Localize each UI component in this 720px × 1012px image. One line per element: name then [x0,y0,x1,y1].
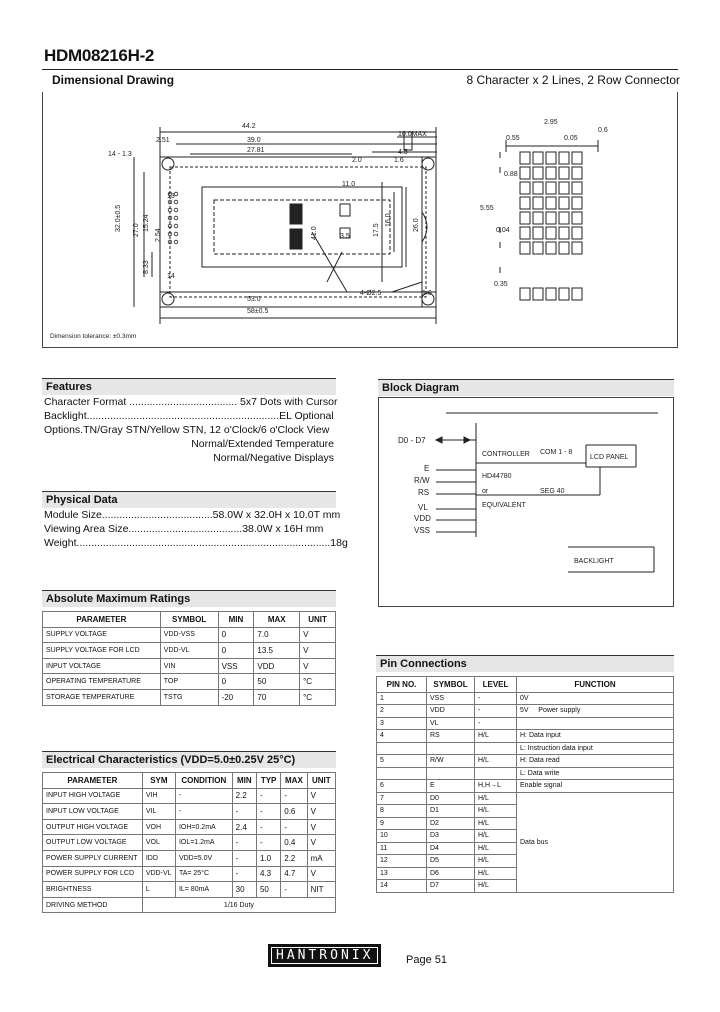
dim-label: 8.33 [143,260,150,274]
table-cell: H/L [475,755,517,768]
table-cell: 7 [377,792,427,805]
view-area [202,187,402,267]
table-cell: H/L [475,805,517,818]
tolerance-note: Dimension tolerance: ±0.3mm [50,333,137,340]
table-cell: 4.3 [256,866,280,882]
feature-line: Character Format ..................................... 5x7 Dots with Cursor [44,396,338,408]
dim-label: 5.55 [480,205,494,212]
dim-label: 39.0 [247,137,261,144]
table-cell: - [232,866,256,882]
table-row [43,627,336,643]
table-row [43,866,336,882]
table-cell: 5 [377,755,427,768]
table-cell: D0 [427,792,475,805]
table-row [43,897,336,913]
dim-label: 1.6 [394,157,404,164]
controller-label: HD44780 [482,473,512,480]
table-cell: 0.6 [281,804,307,820]
features-section [42,378,336,465]
table-row [377,717,674,730]
dim-label: 32.0±0.5 [115,204,122,232]
table-cell: 7.0 [254,627,300,643]
table-cell: H/L [475,855,517,868]
table-cell: VDD=5.0V [175,850,232,866]
table-cell: - [256,804,280,820]
table-cell [377,742,427,755]
table-cell: H/L [475,830,517,843]
table-cell: STORAGE TEMPERATURE [43,689,161,705]
table-cell: 4.7 [281,866,307,882]
table-cell: L: Instruction data input [517,742,674,755]
table-row [43,788,336,804]
dim-label: 11.0 [342,181,356,188]
table-cell: VIH [142,788,175,804]
table-cell: - [281,882,307,898]
table-cell: °C [300,674,336,690]
feature-line: Backlight..................................................................EL Optional [44,410,334,422]
dim-label: 14 - 1.3 [108,151,132,158]
dim-label: 27.0 [133,223,140,237]
table-cell: VSS [427,692,475,705]
table-cell: - [175,788,232,804]
table-cell: - [475,717,517,730]
dim-label: 2.51 [156,137,170,144]
dim-label: 2.95 [544,119,558,126]
table-cell: OPERATING TEMPERATURE [43,674,161,690]
table-cell: IOH=0.2mA [175,819,232,835]
column-header: PARAMETER [43,612,161,628]
table-row [377,767,674,780]
column-header: PIN NO. [377,677,427,693]
table-cell: OUTPUT HIGH VOLTAGE [43,819,143,835]
dim-label: 27.81 [247,147,265,154]
table-cell [517,705,674,718]
electrical-table [42,772,336,913]
table-cell: V [307,819,335,835]
table-cell: 2 [377,705,427,718]
table-cell: 9 [377,817,427,830]
table-cell: DRIVING METHOD [43,897,143,913]
table-cell: INPUT VOLTAGE [43,658,161,674]
page-title: HDM08216H-2 [44,46,155,65]
table-cell: - [281,788,307,804]
controller-label: or [482,488,489,495]
dim-label: 16.0 [385,213,392,227]
mount-hole-tr [422,158,434,170]
column-header: FUNCTION [517,677,674,693]
table-cell: L: Data write [517,767,674,780]
table-header-row [43,612,336,628]
column-header: LEVEL [475,677,517,693]
table-row [43,882,336,898]
dim-label: 1.6 [422,290,432,297]
table-cell: VOH [142,819,175,835]
table-cell: H/L [475,730,517,743]
table-cell: 30 [232,882,256,898]
abs-max-table [42,611,336,706]
table-cell: VSS [218,658,254,674]
table-cell: VL [427,717,475,730]
feature-line: Normal/Negative Displays [213,452,334,464]
table-cell: IL= 80mA [175,882,232,898]
table-cell: 50 [256,882,280,898]
table-row [43,643,336,659]
column-header: SYM [142,773,175,789]
table-row [377,730,674,743]
signal-label: R/W [414,476,430,485]
dim-label: 26.0 [413,218,420,232]
table-cell: - [281,819,307,835]
table-cell: H,H→L [475,780,517,793]
table-cell: 1/16 Duty [142,897,335,913]
table-cell: - [475,705,517,718]
table-cell-value: 5V [520,707,529,715]
table-cell: L [142,882,175,898]
table-cell: H/L [475,842,517,855]
table-cell: - [256,788,280,804]
table-row [43,658,336,674]
table-cell: RS [427,730,475,743]
dim-label: 17.5 [373,223,380,237]
table-cell: 0 [218,643,254,659]
table-row [377,792,674,805]
table-cell: VDD-VL [160,643,218,659]
table-cell: - [232,835,256,851]
table-row [43,819,336,835]
dim-label: 0.55 [506,135,520,142]
table-cell: D4 [427,842,475,855]
table-row [43,804,336,820]
pins-section [376,655,674,893]
table-cell: TOP [160,674,218,690]
table-cell: 11 [377,842,427,855]
table-cell [427,767,475,780]
column-header: CONDITION [175,773,232,789]
signal-label: D0 - D7 [398,436,426,445]
column-header: MIN [218,612,254,628]
mount-hole-tl [162,158,174,170]
table-cell: BRIGHTNESS [43,882,143,898]
table-cell: °C [300,689,336,705]
page-number: Page 51 [406,954,447,966]
table-cell: 0V [517,692,674,705]
pin-label: 14 [167,273,175,280]
column-header: PARAMETER [43,773,143,789]
table-cell: 70 [254,689,300,705]
table-cell: 13 [377,867,427,880]
dim-label: 58±0.5 [247,308,269,315]
table-cell: 2.4 [232,819,256,835]
table-cell: TA= 25°C [175,866,232,882]
section-subtitle: Dimensional Drawing [52,73,175,87]
table-cell: VDD-VSS [160,627,218,643]
table-cell: INPUT LOW VOLTAGE [43,804,143,820]
table-cell: V [300,627,336,643]
table-row [377,705,674,718]
table-row [43,835,336,851]
electrical-heading: Electrical Characteristics (VDD=5.0±0.25V 25°C) [42,751,336,768]
table-row [377,742,674,755]
seg-label: SEG 40 [540,488,565,495]
column-header: MAX [281,773,307,789]
dim-label: 0.04 [496,227,510,234]
power-supply-label: Power supply [538,707,581,715]
dim-label: 0.88 [504,171,518,178]
table-cell: D5 [427,855,475,868]
table-cell: H: Data input [517,730,674,743]
physical-heading: Physical Data [42,491,336,508]
controller-label: EQUIVALENT [482,502,526,509]
physical-section [42,491,348,550]
feature-line: Normal/Extended Temperature [191,438,334,450]
abs-max-section [42,590,336,706]
table-cell: SUPPLY VOLTAGE [43,627,161,643]
table-cell: V [307,788,335,804]
dim-label: 4.5 [398,149,408,156]
table-cell: mA [307,850,335,866]
dim-label: 2.0 [352,157,362,164]
table-cell: - [256,835,280,851]
table-cell: 0 [218,674,254,690]
table-cell: D2 [427,817,475,830]
table-cell: D7 [427,880,475,893]
table-cell: 10 [377,830,427,843]
table-cell: INPUT HIGH VOLTAGE [43,788,143,804]
product-description: 8 Character x 2 Lines, 2 Row Connector [466,73,680,87]
panel-label: LCD PANEL [590,454,629,461]
table-cell [475,742,517,755]
table-cell: 0 [218,627,254,643]
table-cell [377,767,427,780]
dim-label: 53.0 [247,296,261,303]
table-cell: - [256,819,280,835]
table-cell [475,767,517,780]
table-cell: - [232,850,256,866]
table-cell: POWER SUPPLY FOR LCD [43,866,143,882]
table-cell: POWER SUPPLY CURRENT [43,850,143,866]
dimensional-drawing [42,92,678,348]
table-cell: D6 [427,867,475,880]
table-row [377,692,674,705]
table-cell: H/L [475,867,517,880]
dim-label: 41.0 [311,226,318,240]
table-row [43,674,336,690]
table-cell: - [175,804,232,820]
table-cell: VIN [160,658,218,674]
data-bus-cell: Data bus [517,792,674,892]
table-cell: 2.2 [232,788,256,804]
table-cell: V [300,643,336,659]
dim-label: 0.05 [564,135,578,142]
dim-label: 0.35 [494,281,508,288]
table-cell: VDD [254,658,300,674]
table-cell: V [307,866,335,882]
electrical-section [42,751,336,913]
table-cell: VOL [142,835,175,851]
table-cell: VIL [142,804,175,820]
signal-label: VL [418,503,428,512]
dim-label: 2.54 [155,228,162,242]
physical-line: Module Size......................................58.0W x 32.0H x 10.0T mm [44,509,341,521]
table-cell: H: Data read [517,755,674,768]
table-cell: 2.2 [281,850,307,866]
column-header: UNIT [307,773,335,789]
table-cell: E [427,780,475,793]
pins-heading: Pin Connections [376,655,674,672]
table-cell: IDD [142,850,175,866]
table-row [377,755,674,768]
title-rule [42,69,678,70]
column-header: SYMBOL [160,612,218,628]
column-header: MAX [254,612,300,628]
table-cell: 1 [377,692,427,705]
signal-label: E [424,464,430,473]
table-cell: V [307,835,335,851]
table-cell: TSTG [160,689,218,705]
table-cell: VDD [427,705,475,718]
table-cell: OUTPUT LOW VOLTAGE [43,835,143,851]
pins-table [376,676,674,893]
signal-label: VSS [414,526,431,535]
table-cell: V [300,658,336,674]
feature-line: Options.TN/Gray STN/Yellow STN, 12 o'Clock/6 o'Clock View [44,424,330,436]
block-section [378,379,674,396]
column-header: UNIT [300,612,336,628]
table-cell: 6 [377,780,427,793]
table-cell: 12 [377,855,427,868]
table-cell: 13.5 [254,643,300,659]
table-cell: 4 [377,730,427,743]
com-label: COM 1 - 8 [540,449,573,456]
dim-label: 10.0MAX [398,131,427,138]
table-row [377,780,674,793]
table-cell: -20 [218,689,254,705]
table-cell: IOL=1.2mA [175,835,232,851]
features-heading: Features [42,378,336,395]
column-header: SYMBOL [427,677,475,693]
signal-label: VDD [414,514,431,523]
table-cell: 3 [377,717,427,730]
table-cell: 1.0 [256,850,280,866]
table-header-row [43,773,336,789]
table-cell: V [307,804,335,820]
brand-logo: HANTRONIX [268,944,381,967]
dim-label: 3.5 [340,233,350,240]
table-cell [427,742,475,755]
table-cell: 0.4 [281,835,307,851]
table-cell: SUPPLY VOLTAGE FOR LCD [43,643,161,659]
table-cell: H/L [475,880,517,893]
table-cell: Enable signal [517,780,674,793]
table-cell: - [232,804,256,820]
table-cell: 50 [254,674,300,690]
table-header-row [377,677,674,693]
table-row [43,689,336,705]
table-cell: H/L [475,792,517,805]
mount-hole-bl [162,293,174,305]
block-heading: Block Diagram [378,379,674,396]
column-header: MIN [232,773,256,789]
pin-label: 13 [167,193,175,200]
physical-line: Weight.......................................................................................18g [44,537,348,549]
controller-label: CONTROLLER [482,451,530,458]
table-cell: NIT [307,882,335,898]
column-header: TYP [256,773,280,789]
dim-label: 15.24 [143,214,150,232]
table-cell: VDD-VL [142,866,175,882]
dim-label: 0.6 [598,127,608,134]
table-cell: D3 [427,830,475,843]
table-cell: H/L [475,817,517,830]
table-cell: 14 [377,880,427,893]
dim-label: 44.2 [242,123,256,130]
table-cell: R/W [427,755,475,768]
table-cell: - [475,692,517,705]
table-cell: 8 [377,805,427,818]
dim-label: 4-Ø2.5 [360,290,382,297]
table-cell [517,717,674,730]
block-diagram [378,397,674,607]
backlight-label: BACKLIGHT [574,558,614,565]
table-cell: D1 [427,805,475,818]
physical-line: Viewing Area Size.......................................38.0W x 16H mm [44,523,324,535]
abs-max-heading: Absolute Maximum Ratings [42,590,336,607]
table-row [43,850,336,866]
signal-label: RS [418,488,430,497]
